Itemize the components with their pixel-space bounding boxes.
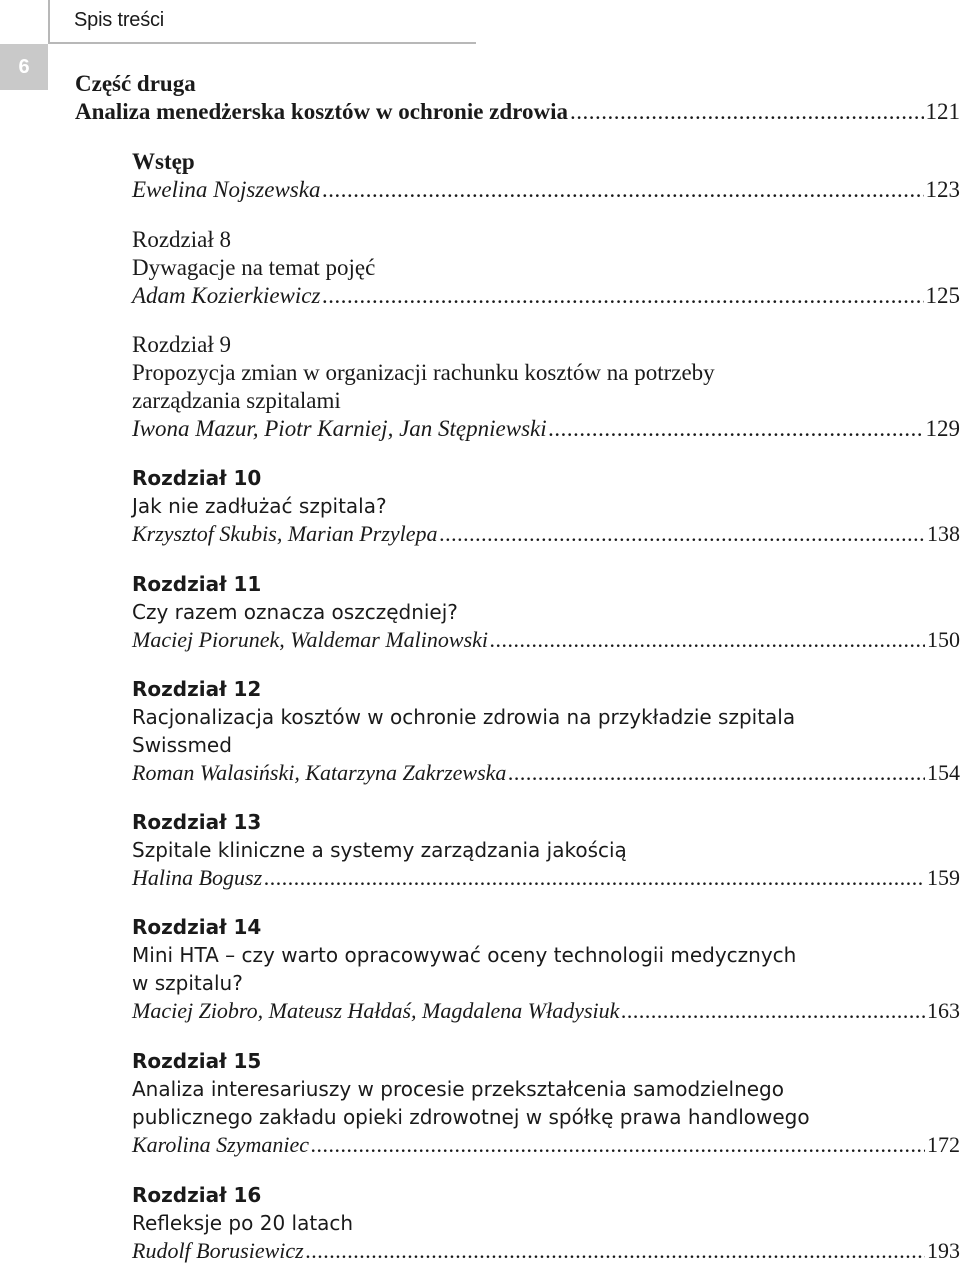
entry-author-line: [132, 864, 960, 892]
entry-heading: Rozdział 12: [132, 677, 262, 701]
entry-title-line: Propozycja zmian w organizacji rachunku kosztów na potrzeby: [132, 360, 715, 385]
leader-dots: [311, 1131, 925, 1157]
header-rule-vertical: [48, 0, 50, 44]
entry-authors: Krzysztof Skubis, Marian Przylepa: [132, 521, 438, 546]
part-page-number: 121: [925, 99, 960, 124]
entry-page-number: 129: [925, 416, 960, 441]
entry-page-number: 163: [927, 998, 960, 1023]
entry-heading: Rozdział 8: [132, 227, 231, 252]
entry-title-line: w szpitalu?: [132, 971, 243, 995]
entry-page-number: 172: [927, 1132, 960, 1157]
entry-author-line: [132, 282, 960, 310]
entry-heading: Rozdział 9: [132, 332, 231, 357]
page-number-tab: [0, 44, 48, 90]
entry-page-number: 123: [925, 177, 960, 202]
entry-heading: Rozdział 13: [132, 810, 262, 834]
entry-title-line: Jak nie zadłużać szpitala?: [132, 494, 387, 518]
toc-entry-chapter-15[interactable]: [132, 1047, 960, 1159]
entry-page-number: 150: [927, 627, 960, 652]
entry-heading: Rozdział 16: [132, 1183, 262, 1207]
leader-dots: [490, 626, 925, 652]
part-heading: [75, 70, 960, 126]
leader-dots: [549, 415, 924, 443]
entry-page-number: 125: [925, 283, 960, 308]
part-label: Część druga: [75, 71, 196, 96]
entry-page-number: 154: [927, 760, 960, 785]
leader-dots: [322, 282, 923, 310]
entry-title-line: Czy razem oznacza oszczędniej?: [132, 600, 458, 624]
entry-page-number: 138: [927, 521, 960, 546]
entry-page-number: 159: [927, 865, 960, 890]
entry-heading: Rozdział 11: [132, 572, 262, 596]
part-title-line[interactable]: [75, 98, 960, 126]
toc-entry-chapter-11[interactable]: [132, 570, 960, 654]
entry-author-line: [132, 1237, 960, 1265]
entry-authors: Maciej Piorunek, Waldemar Malinowski: [132, 627, 489, 652]
entry-heading: Rozdział 14: [132, 915, 262, 939]
leader-dots: [570, 98, 924, 126]
entry-title-line: zarządzania szpitalami: [132, 388, 341, 413]
entry-heading: Rozdział 10: [132, 466, 262, 490]
toc-entry-chapter-9[interactable]: [132, 331, 960, 443]
leader-dots: [621, 997, 925, 1023]
entry-author-line: [132, 176, 960, 204]
leader-dots: [306, 1237, 925, 1263]
entry-title-line: Mini HTA – czy warto opracowywać oceny technologii medycznych: [132, 943, 797, 967]
entry-title-line: Racjonalizacja kosztów w ochronie zdrowia na przykładzie szpitala: [132, 705, 796, 729]
toc-entry-chapter-12[interactable]: [132, 675, 960, 787]
toc-entry-chapter-14[interactable]: [132, 913, 960, 1025]
header-rule-horizontal: [48, 42, 476, 44]
toc-entry-chapter-16[interactable]: [132, 1181, 960, 1265]
leader-dots: [440, 520, 925, 546]
entry-author-line: [132, 1131, 960, 1159]
entry-authors: Halina Bogusz: [132, 865, 263, 890]
leader-dots: [508, 759, 925, 785]
entry-author-line: [132, 997, 960, 1025]
entry-author-line: [132, 520, 960, 548]
entry-title-line: publicznego zakładu opieki zdrowotnej w spółkę prawa handlowego: [132, 1105, 810, 1129]
entry-authors: Adam Kozierkiewicz: [132, 283, 321, 308]
toc-entry-chapter-8[interactable]: [132, 226, 960, 310]
entry-authors: Roman Walasiński, Katarzyna Zakrzewska: [132, 760, 507, 785]
entry-authors: Maciej Ziobro, Mateusz Hałdaś, Magdalena Władysiuk: [132, 998, 620, 1023]
part-title: Analiza menedżerska kosztów w ochronie zdrowia: [75, 99, 568, 124]
entry-authors: Iwona Mazur, Piotr Karniej, Jan Stępniewski: [132, 416, 547, 441]
toc-entry-chapter-13[interactable]: [132, 808, 960, 892]
entry-title-line: Analiza interesariuszy w procesie przekształcenia samodzielnego: [132, 1077, 784, 1101]
entry-author-line: [132, 759, 960, 787]
page-number: 6: [18, 55, 30, 78]
entry-title-line: Dywagacje na temat pojęć: [132, 255, 376, 280]
running-head: Spis treści: [74, 9, 165, 31]
leader-dots: [264, 864, 925, 890]
toc-entry-wstep[interactable]: [132, 148, 960, 204]
entry-author-line: [132, 415, 960, 443]
entry-author-line: [132, 626, 960, 654]
entry-heading: Rozdział 15: [132, 1049, 262, 1073]
entry-title-line: Refleksje po 20 latach: [132, 1211, 354, 1235]
entry-authors: Ewelina Nojszewska: [132, 177, 321, 202]
toc-entry-chapter-10[interactable]: [132, 464, 960, 548]
entry-page-number: 193: [927, 1238, 960, 1263]
entry-authors: Rudolf Borusiewicz: [132, 1238, 304, 1263]
entry-heading: Wstęp: [132, 149, 195, 174]
entry-title-line: Swissmed: [132, 733, 232, 757]
leader-dots: [322, 176, 923, 204]
entry-authors: Karolina Szymaniec: [132, 1132, 309, 1157]
entry-title-line: Szpitale kliniczne a systemy zarządzania jakością: [132, 838, 627, 862]
